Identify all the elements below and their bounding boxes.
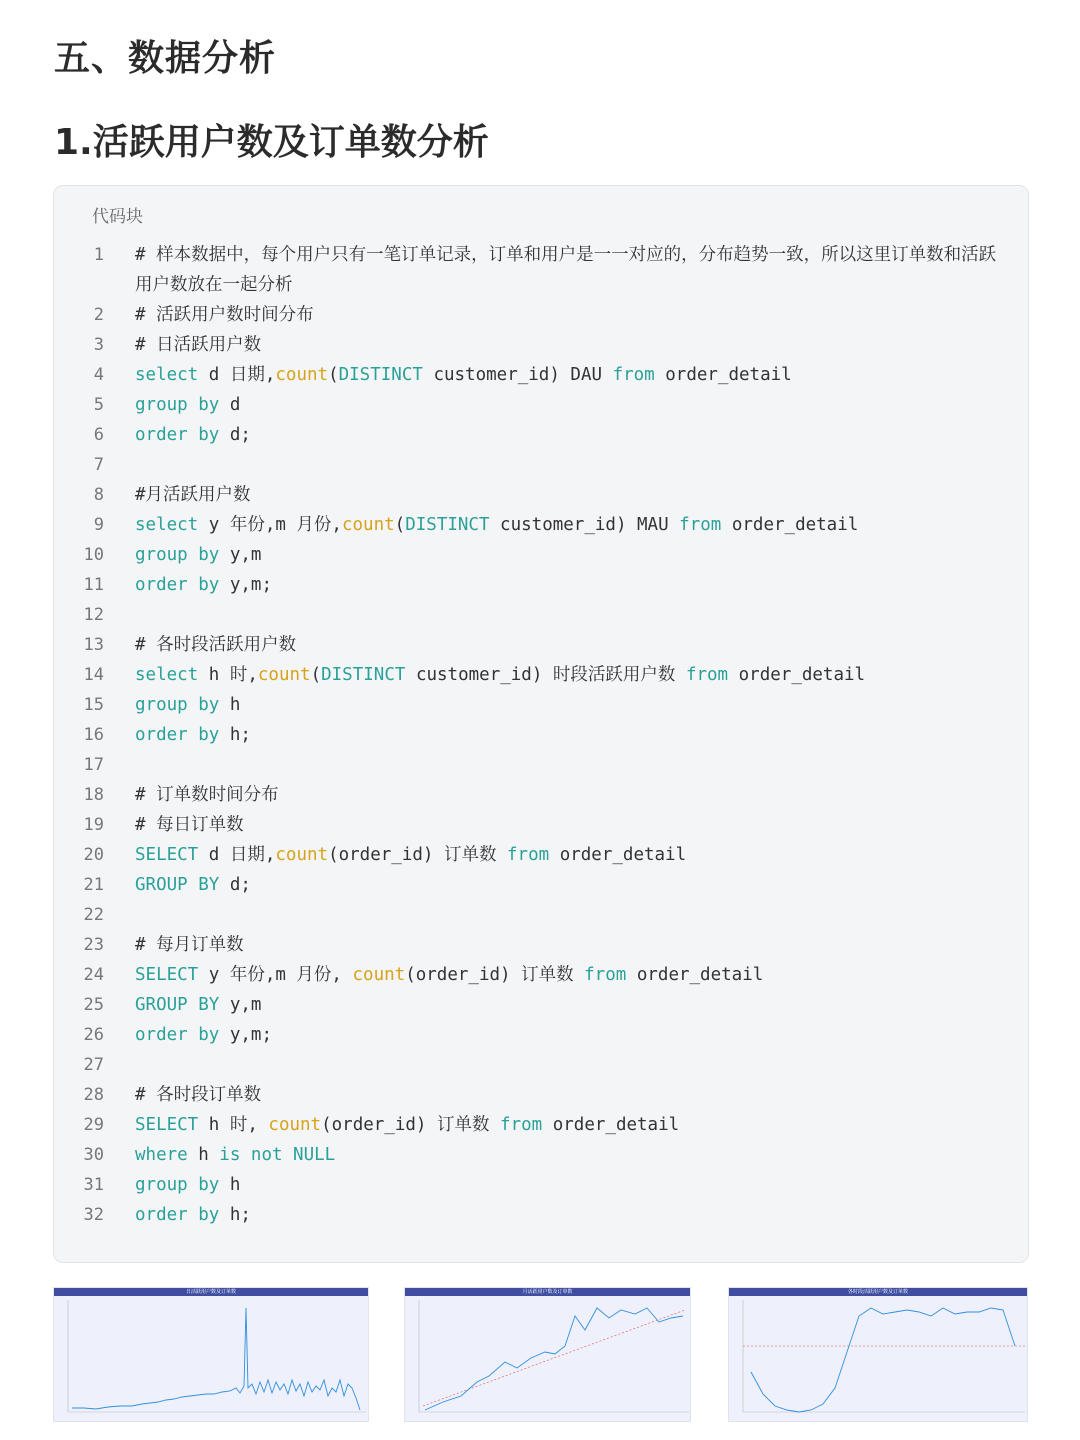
line-number: 5 [93, 395, 104, 415]
line-number: 7 [93, 455, 104, 475]
line-number: 10 [83, 545, 104, 565]
line-number: 11 [83, 575, 104, 595]
code-line [54, 1020, 1028, 1050]
code-line [54, 990, 1028, 1020]
code-text: order by d; [135, 425, 251, 445]
chart-thumbnail-daily[interactable] [53, 1287, 369, 1422]
code-line [54, 840, 1028, 870]
code-line [54, 1110, 1028, 1140]
code-text: where h is not NULL [135, 1145, 336, 1165]
code-text: GROUP BY d; [135, 875, 251, 895]
code-text: order by y,m; [135, 575, 272, 595]
section-title: 五、数据分析 [54, 38, 277, 79]
code-text: # 订单数时间分布 [135, 785, 279, 805]
code-text: # 各时段订单数 [135, 1085, 262, 1105]
code-line [54, 630, 1028, 660]
line-number: 27 [83, 1055, 104, 1075]
code-line [54, 570, 1028, 600]
code-line [54, 390, 1028, 420]
line-number: 26 [83, 1025, 104, 1045]
line-number: 16 [83, 725, 104, 745]
line-number: 19 [83, 815, 104, 835]
code-text: # 日活跃用户数 [135, 335, 262, 355]
code-text: # 各时段活跃用户数 [135, 635, 297, 655]
code-text: SELECT h 时, count(order_id) 订单数 from order_detail [135, 1115, 680, 1135]
code-line [54, 1200, 1028, 1230]
line-number: 28 [83, 1085, 104, 1105]
code-text: select y 年份,m 月份,count(DISTINCT customer_id) MAU from order_detail [135, 515, 859, 535]
code-line [54, 360, 1028, 390]
thumbnail-title: 月活跃用户数及订单数 [405, 1288, 690, 1296]
code-text: group by h [135, 1175, 241, 1195]
code-line [54, 240, 1028, 300]
line-number: 8 [93, 485, 104, 505]
code-text [104, 600, 1004, 630]
code-line [54, 1080, 1028, 1110]
code-line [54, 930, 1028, 960]
code-text: # 活跃用户数时间分布 [135, 305, 314, 325]
line-number: 32 [83, 1205, 104, 1225]
code-text [104, 1050, 1004, 1080]
code-text: SELECT d 日期,count(order_id) 订单数 from order_detail [135, 845, 687, 865]
code-text: # 样本数据中，每个用户只有一笔订单记录，订单和用户是一一对应的，分布趋势一致，所以这里订单数和活跃用户数放在一起分析 [135, 245, 997, 295]
chart-thumbnail-hourly[interactable] [728, 1287, 1028, 1422]
line-number: 4 [93, 365, 104, 385]
code-text: order by h; [135, 725, 251, 745]
daily-line-chart [54, 1296, 369, 1422]
line-number: 6 [93, 425, 104, 445]
line-number: 14 [83, 665, 104, 685]
code-line [54, 330, 1028, 360]
code-line [54, 1170, 1028, 1200]
line-number: 9 [93, 515, 104, 535]
code-line [54, 480, 1028, 510]
code-line [54, 450, 1028, 480]
line-number: 2 [93, 305, 104, 325]
code-text: #月活跃用户数 [135, 485, 251, 505]
line-number: 31 [83, 1175, 104, 1195]
code-text: order by y,m; [135, 1025, 272, 1045]
code-line [54, 780, 1028, 810]
code-line [54, 660, 1028, 690]
line-number: 18 [83, 785, 104, 805]
code-block[interactable] [53, 185, 1029, 1263]
line-number: 21 [83, 875, 104, 895]
code-text: select d 日期,count(DISTINCT customer_id) DAU from order_detail [135, 365, 792, 385]
code-line [54, 540, 1028, 570]
line-number: 12 [83, 605, 104, 625]
hourly-line-chart [729, 1296, 1028, 1422]
code-line [54, 600, 1028, 630]
line-number: 25 [83, 995, 104, 1015]
chart-thumbnail-monthly[interactable] [404, 1287, 691, 1422]
code-line [54, 1050, 1028, 1080]
code-text: GROUP BY y,m [135, 995, 262, 1015]
code-line [54, 510, 1028, 540]
line-number: 24 [83, 965, 104, 985]
code-text: select h 时,count(DISTINCT customer_id) 时段活跃用户数 from order_detail [135, 665, 866, 685]
thumbnail-title: 日活跃用户数及订单数 [54, 1288, 368, 1296]
code-line [54, 1140, 1028, 1170]
line-number: 3 [93, 335, 104, 355]
line-number: 23 [83, 935, 104, 955]
line-number: 15 [83, 695, 104, 715]
code-line [54, 300, 1028, 330]
line-number: 30 [83, 1145, 104, 1165]
code-text: order by h; [135, 1205, 251, 1225]
line-number: 22 [83, 905, 104, 925]
code-line [54, 720, 1028, 750]
code-line [54, 960, 1028, 990]
subsection-title: 1.活跃用户数及订单数分析 [54, 122, 489, 163]
code-text: group by h [135, 695, 241, 715]
line-number: 1 [93, 245, 104, 265]
code-text [104, 750, 1004, 780]
line-number: 29 [83, 1115, 104, 1135]
code-line [54, 810, 1028, 840]
line-number: 20 [83, 845, 104, 865]
code-text: SELECT y 年份,m 月份, count(order_id) 订单数 from order_detail [135, 965, 764, 985]
line-number: 17 [83, 755, 104, 775]
line-number: 13 [83, 635, 104, 655]
monthly-line-chart [405, 1296, 691, 1422]
code-text [104, 900, 1004, 930]
code-line [54, 690, 1028, 720]
code-text: # 每日订单数 [135, 815, 244, 835]
code-line [54, 870, 1028, 900]
code-block-title: 代码块 [92, 207, 143, 227]
code-line [54, 420, 1028, 450]
code-text: group by d [135, 395, 241, 415]
code-text: # 每月订单数 [135, 935, 244, 955]
code-lines [54, 240, 1028, 1230]
thumbnail-title: 各时段活跃用户数及订单数 [729, 1288, 1027, 1296]
code-line [54, 900, 1028, 930]
code-line [54, 750, 1028, 780]
code-text: group by y,m [135, 545, 262, 565]
code-text [104, 450, 1004, 480]
